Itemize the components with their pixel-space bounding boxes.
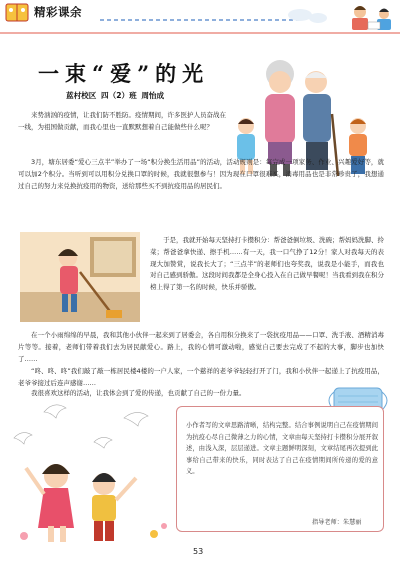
paragraph-2: 3月，塘东居委“爱心三点半”举办了一场“积分换生活用品”的活动，活动规则是：每完成一项家务、作业、兴趣爱好等，就可以加2个积分。当听到可以用积分兑换口罩的时候，我就很想参与！因为现在口罩很难买，消毒用品也是非常珍贵了，我想通过自己的努力来兑换抗疫用的物资，送给那些买不到抗疫用品的居民们。	[18, 158, 384, 190]
review-text: 小作者写的文章思路清晰，结构完整。结合事例说明自己在疫情期间为抗疫心尽自己微薄之力的心情，文章由每天坚持打卡攒积分展开叙述，由浅入深，层层递进。文章主题鲜明深刻，文章结尾再次提到此事给自己带来的快乐，同时表达了自己在疫情期间所传递的爱的意义。	[186, 422, 378, 475]
paragraph-5: “咚、咚、咚”我们敲了敲一栋居民楼4楼的一户人家，一个慈祥的老爷爷轻轻打开了门，我和小伙伴一起递上了抗疫用品，老爷爷接过后连声感谢……	[18, 367, 384, 387]
cloud-decoration	[288, 9, 327, 23]
paragraph-6: 我很喜欢这样的活动，让我体会到了爱的传递，也贡献了自己的一份力量。	[31, 389, 246, 397]
paragraph-4: 在一个小雨绵绵的早晨，我和其他小伙伴一起来到了居委会，各自用积分换来了一袋抗疫用品——口罩、洗手液、酒精消毒片等等。接着，老师们带着我们去为居民献爱心。路上，我的心情可激动啦，感觉自己要去完成了不起的大事，脚步也加快了……	[18, 331, 384, 363]
article-title: 一束“爱”的光	[38, 61, 210, 86]
paragraph-3: 于是，我就开始每天坚持打卡攒积分：帮爸爸倒垃圾、洗碗；帮妈妈洗脚、拎菜；帮爸爸拿快递、擦手机……有一天，我一口气挣了12分！家人对我每天的表现大加赞赏，说我长大了；“三点半”的老师们也夸奖我，说我是小能手，而我也对自己感到骄傲。这段时间我都是全身心投入在自己做早餐呢！当我看到我在积分榜上得了第一名的时候，快乐并骄傲。	[150, 236, 384, 292]
kids-reading-icon	[352, 6, 391, 30]
page-number: 53	[193, 547, 204, 556]
cleaning-girl-illustration	[20, 232, 140, 322]
book-icon	[6, 4, 28, 21]
paragraph-1: 来势汹汹的疫情，让我们防不胜防。疫情期间，许多医护人员奋战在一线，为祖国做贡献，而我心里也一直默默想着自己能做些什么呢？	[18, 111, 226, 131]
section-title: 精彩课余	[34, 5, 82, 19]
article-byline: 蓝村校区 四（2）班 周怡成	[66, 91, 165, 100]
kids-doves-illustration	[4, 398, 176, 548]
review-teacher: 指导老师：朱慧丽	[312, 519, 362, 526]
